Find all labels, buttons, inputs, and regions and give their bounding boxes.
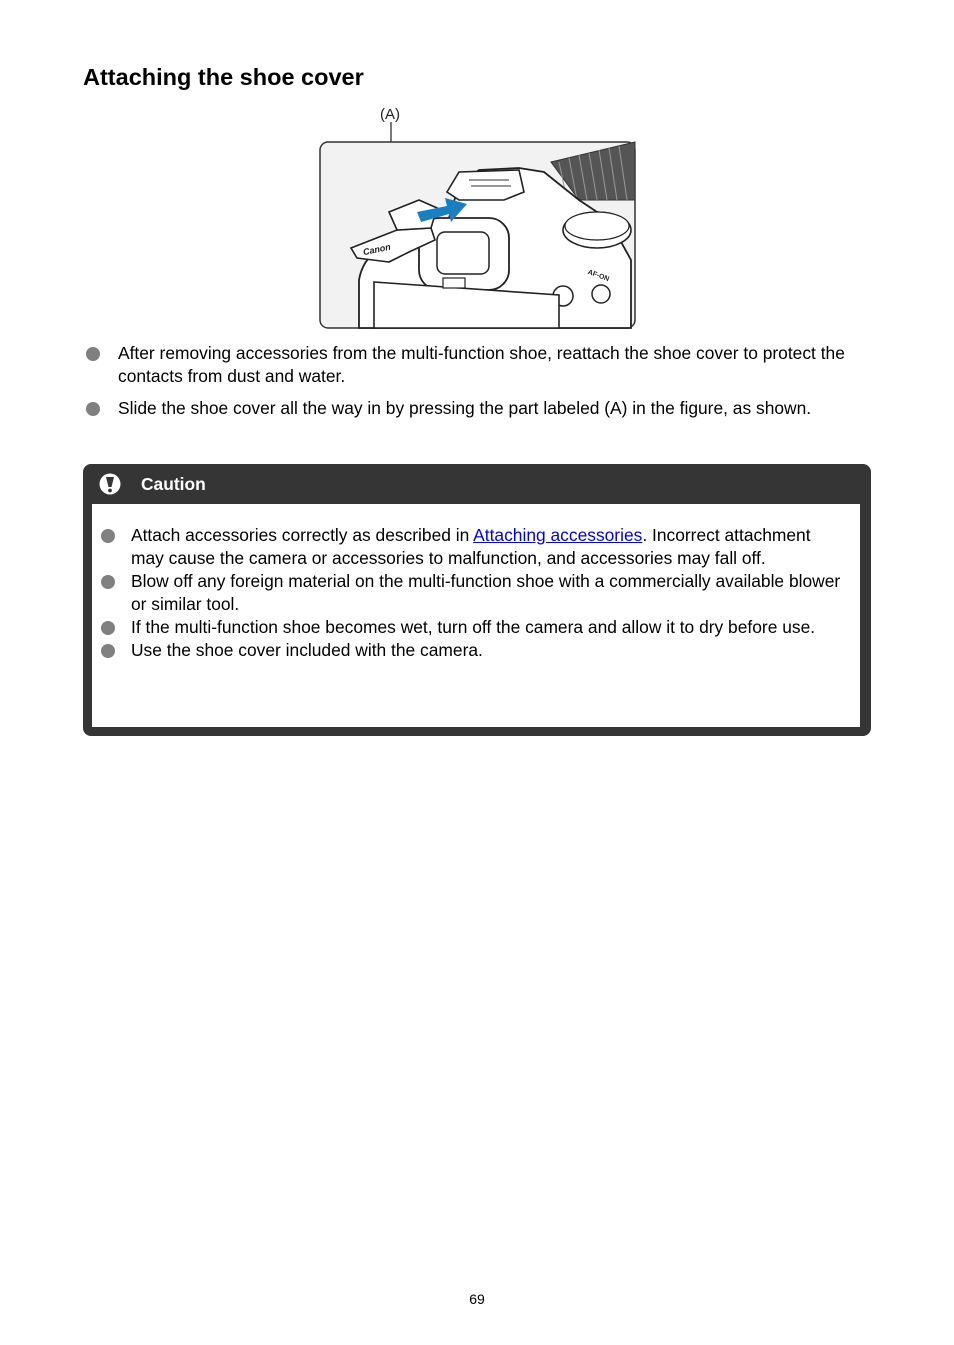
instruction-text: Slide the shoe cover all the way in by pressing the part labeled (A) in the figure, as shown. xyxy=(118,398,812,418)
caution-text: Blow off any foreign material on the multi-function shoe with a commercially available blower or similar tool. xyxy=(131,571,841,614)
camera-illustration xyxy=(319,100,637,330)
af-on-label: AF-ON xyxy=(586,268,610,284)
list-item xyxy=(99,639,844,662)
bullet-icon xyxy=(101,529,115,543)
caution-text-after: . Incorrect attachment may cause the camera or accessories to malfunction, and accessories may fall off. xyxy=(131,525,811,568)
caution-text: If the multi-function shoe becomes wet, turn off the camera and allow it to dry before use. xyxy=(131,617,816,637)
instruction-list xyxy=(83,342,863,429)
list-item xyxy=(99,616,844,639)
caution-text-before: Attach accessories correctly as described in xyxy=(131,525,474,545)
page-title: Attaching the shoe cover xyxy=(83,64,364,90)
list-item xyxy=(83,342,863,388)
attaching-accessories-link[interactable]: Attaching accessories xyxy=(473,525,643,545)
page-number: 69 xyxy=(469,1291,485,1307)
list-item xyxy=(99,570,844,616)
bullet-icon xyxy=(86,347,100,361)
label-a: (A) xyxy=(380,106,400,123)
caution-icon xyxy=(99,473,121,495)
bullet-icon xyxy=(86,402,100,416)
caution-text: Use the shoe cover included with the camera. xyxy=(131,640,483,660)
caution-body xyxy=(92,504,860,727)
caution-box xyxy=(83,464,871,736)
caution-title: Caution xyxy=(141,474,206,494)
bullet-icon xyxy=(101,621,115,635)
shoe-cover-brand: Canon xyxy=(362,241,392,258)
list-item xyxy=(83,397,863,420)
instruction-text: After removing accessories from the multi-function shoe, reattach the shoe cover to protect the contacts from dust and water. xyxy=(118,343,845,386)
caution-header xyxy=(83,464,871,504)
bullet-icon xyxy=(101,644,115,658)
caution-list xyxy=(99,524,844,662)
list-item xyxy=(99,524,844,570)
bullet-icon xyxy=(101,575,115,589)
